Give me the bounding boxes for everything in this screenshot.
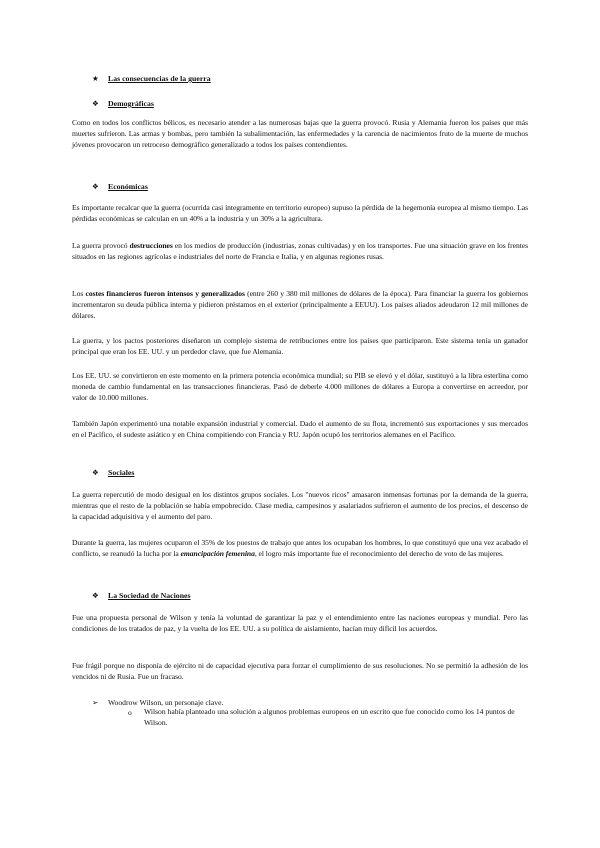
- paragraph-sociales-1: La guerra repercutió de modo desigual en los distintos grupos sociales. Los "nuevos ricos" amasaron inmensas fortunas por la demanda de la guerra, mientras que el resto de la población se había empobrecido. Clase media, campesinos y asalariados sufrieron el aumento de los precios, el descenso de la capacidad adquisitiva y el aumento del paro.: [72, 490, 528, 521]
- paragraph-economicas-3: [72, 289, 528, 322]
- text-run: en los medios de producción (industrias, zonas cultivadas) y en los transportes. Fue una situación grave en los frentes situados en las regiones agrícolas e industriales del norte de Francia e Italia, y en algunas regiones rusas.: [72, 241, 528, 261]
- sub-item-wilson: Wilson había planteado una solución a algunos problemas europeos en un escrito que fue conocido como los 14 puntos de Wilson.: [144, 707, 515, 727]
- paragraph-economicas-6: También Japón experimentó una notable expansión industrial y comercial. Dado el aumento de su flota, incrementó sus exportaciones y sus mercados en el Pacífico, el sudeste asiático y en China compitiendo con Francia y RU. Japón ocupó los territorios alemanes en el Pacífico.: [72, 419, 528, 439]
- paragraph-sociedad-1: Fue una propuesta personal de Wilson y tenía la voluntad de garantizar la paz y el entendimiento entre las naciones europeas y mundial. Pero las condiciones de los tratados de paz, y la vuelta de los EE. UU. a su política de aislamiento, hacían muy difícil los acuerdos.: [72, 613, 528, 633]
- diamond-bullet-icon: ❖: [92, 182, 99, 191]
- star-bullet-icon: ★: [92, 74, 99, 83]
- section-title-demograficas: Demográficas: [108, 99, 154, 108]
- paragraph-sociales-2: [72, 538, 528, 560]
- diamond-bullet-icon: ❖: [92, 591, 99, 600]
- circle-bullet-icon: o: [128, 708, 132, 717]
- paragraph-sociedad-2: Fue frágil porque no disponía de ejército ni de capacidad ejecutiva para forzar el cumplimiento de sus resoluciones. No se permitió la adhesión de los vencidos ni de Rusia. Fue un fracaso.: [72, 661, 528, 681]
- section-title-sociales: Sociales: [108, 468, 135, 477]
- subheading-wilson: Woodrow Wilson, un personaje clave.: [108, 698, 224, 707]
- paragraph-economicas-1: Es importante recalcar que la guerra (ocurrida casi íntegramente en territorio europeo) supuso la pérdida de la hegemonía europea al mismo tiempo. Las pérdidas económicas se calculan en un 40% a la industria y un 30% a la agricultura.: [72, 203, 528, 223]
- text-run: La guerra provocó: [72, 241, 130, 250]
- section-title-sociedad-naciones: La Sociedad de Naciones: [108, 591, 191, 600]
- paragraph-economicas-4: La guerra, y los pactos posteriores diseñaron un complejo sistema de retribuciones entre los países que participaron. Este sistema tenía un ganador principal que eran los EE. UU. y un perdedor clave, que fue Alemania.: [72, 336, 528, 356]
- diamond-bullet-icon: ❖: [92, 468, 99, 477]
- paragraph-demograficas: Como en todos los conflictos bélicos, es necesario atender a las numerosas bajas que la guerra provocó. Rusia y Alemania fueron los países que más muertes sufrieron. Las armas y bombas, pero también la subalimentación, las enfermedades y la carencia de nacimientos fruto de la muerte de muchos jóvenes provocaron un retroceso demográfico generalizado a todos los países contendientes.: [72, 118, 528, 149]
- bold-text: costes financieros fueron intensos y generalizados: [85, 289, 245, 298]
- text-run: Durante la guerra, las mujeres ocuparon el 35% de los puestos de trabajo que antes los ocupaban los hombres, lo que constituyó que una vez acabado el conflicto, se reanudó la lucha por la: [72, 538, 528, 558]
- text-run: Los: [72, 289, 86, 298]
- text-run: , el logro más importante fue el reconocimiento del derecho de voto de las mujeres.: [254, 548, 504, 558]
- text-run: (entre 260 y 380 mil millones de dólares de la época). Para financiar la guerra los gobiernos incrementaron su deuda pública interna y pidieron préstamos en el exterior (principalmente a EEUU). Los países aliados adeudaron 12 mil millones de dólares.: [72, 289, 528, 320]
- italic-text: emancipación femenina: [180, 548, 255, 558]
- arrow-bullet-icon: ➢: [92, 698, 99, 707]
- bold-text: destrucciones: [129, 241, 173, 250]
- paragraph-economicas-2: [72, 241, 528, 263]
- diamond-bullet-icon: ❖: [92, 99, 99, 108]
- paragraph-economicas-5: Los EE. UU. se convirtieron en este momento en la primera potencia económica mundial; su PIB se elevó y el dólar, sustituyó a la libra esterlina como moneda de cambio fundamental en las transacciones financieras. Pasó de deberle 4.000 millones de dólares a Europa a convertirse en acreedor, por valor de 10.000 millones.: [72, 371, 528, 402]
- main-heading: Las consecuencias de la guerra: [108, 74, 211, 83]
- section-title-economicas: Económicas: [108, 182, 148, 191]
